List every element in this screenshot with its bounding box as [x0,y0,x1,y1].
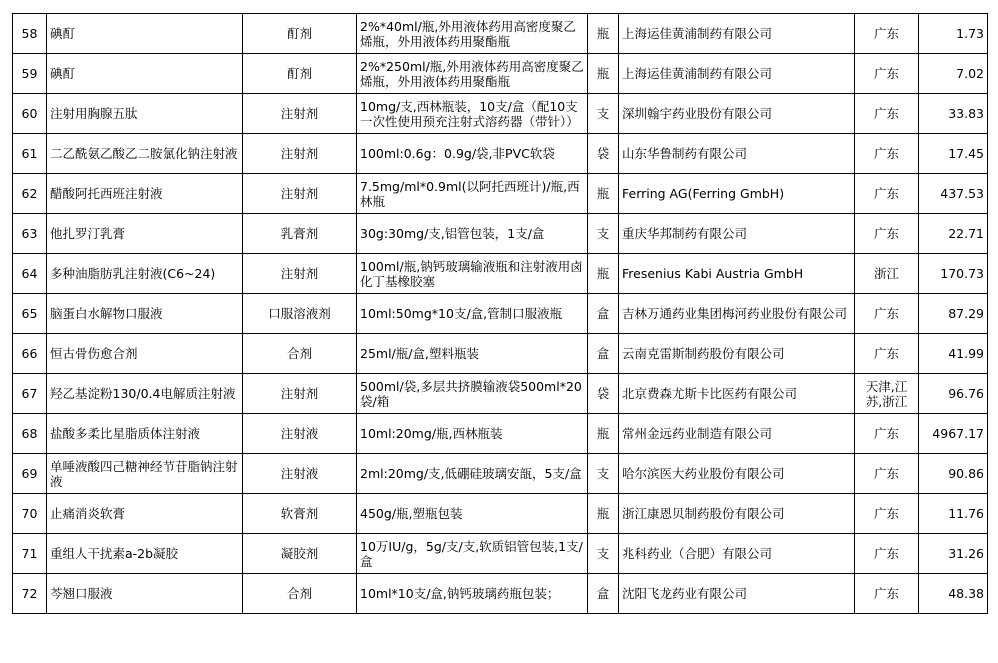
unit: 瓶 [588,254,619,294]
table-row [13,334,988,374]
province: 广东 [855,334,919,374]
price: 17.45 [919,134,988,174]
row-number: 66 [13,334,47,374]
dosage-form: 乳膏剂 [243,214,357,254]
unit: 支 [588,214,619,254]
dosage-form: 口服溶液剂 [243,294,357,334]
row-number: 59 [13,54,47,94]
manufacturer: 北京费森尤斯卡比医药有限公司 [619,374,855,414]
price: 1.73 [919,14,988,54]
drug-name: 重组人干扰素a-2b凝胶 [47,534,243,574]
row-number: 63 [13,214,47,254]
row-number: 62 [13,174,47,214]
specification: 7.5mg/ml*0.9ml(以阿托西班计)/瓶,西林瓶 [357,174,588,214]
row-number: 72 [13,574,47,614]
price: 22.71 [919,214,988,254]
drug-name: 醋酸阿托西班注射液 [47,174,243,214]
specification: 10ml:20mg/瓶,西林瓶装 [357,414,588,454]
price: 7.02 [919,54,988,94]
price: 90.86 [919,454,988,494]
table-row [13,534,988,574]
drug-price-table [12,13,988,614]
drug-name: 注射用胸腺五肽 [47,94,243,134]
price: 170.73 [919,254,988,294]
row-number: 68 [13,414,47,454]
specification: 2ml:20mg/支,低硼硅玻璃安瓿，5支/盒 [357,454,588,494]
province: 广东 [855,534,919,574]
specification: 10ml:50mg*10支/盒,管制口服液瓶 [357,294,588,334]
table-row [13,54,988,94]
dosage-form: 合剂 [243,574,357,614]
drug-name: 恒古骨伤愈合剂 [47,334,243,374]
unit: 袋 [588,134,619,174]
row-number: 69 [13,454,47,494]
table-row [13,134,988,174]
dosage-form: 注射剂 [243,254,357,294]
price: 41.99 [919,334,988,374]
specification: 30g:30mg/支,铝管包装，1支/盒 [357,214,588,254]
province: 广东 [855,214,919,254]
specification: 500ml/袋,多层共挤膜输液袋500ml*20袋/箱 [357,374,588,414]
table-row [13,294,988,334]
specification: 10mg/支,西林瓶装，10支/盒（配10支一次性使用预充注射式溶药器（带针）） [357,94,588,134]
dosage-form: 酊剂 [243,14,357,54]
specification: 100ml:0.6g：0.9g/袋,非PVC软袋 [357,134,588,174]
table-row [13,94,988,134]
specification: 10ml*10支/盒,钠钙玻璃药瓶包装； [357,574,588,614]
table-row [13,454,988,494]
manufacturer: 常州金远药业制造有限公司 [619,414,855,454]
unit: 盒 [588,574,619,614]
table-row [13,574,988,614]
dosage-form: 注射液 [243,454,357,494]
table-row [13,414,988,454]
drug-name: 碘酊 [47,54,243,94]
dosage-form: 酊剂 [243,54,357,94]
manufacturer: Fresenius Kabi Austria GmbH [619,254,855,294]
province: 天津,江苏,浙江 [855,374,919,414]
manufacturer: 兆科药业（合肥）有限公司 [619,534,855,574]
row-number: 65 [13,294,47,334]
dosage-form: 注射剂 [243,94,357,134]
unit: 支 [588,94,619,134]
table-row [13,254,988,294]
table-row [13,174,988,214]
unit: 支 [588,534,619,574]
row-number: 58 [13,14,47,54]
manufacturer: 山东华鲁制药有限公司 [619,134,855,174]
drug-name: 二乙酰氨乙酸乙二胺氯化钠注射液 [47,134,243,174]
drug-name: 羟乙基淀粉130/0.4电解质注射液 [47,374,243,414]
drug-name: 他扎罗汀乳膏 [47,214,243,254]
row-number: 61 [13,134,47,174]
price: 437.53 [919,174,988,214]
province: 广东 [855,134,919,174]
province: 广东 [855,174,919,214]
price: 31.26 [919,534,988,574]
dosage-form: 合剂 [243,334,357,374]
manufacturer: 浙江康恩贝制药股份有限公司 [619,494,855,534]
drug-name: 芩翘口服液 [47,574,243,614]
drug-name: 止痛消炎软膏 [47,494,243,534]
unit: 盒 [588,334,619,374]
manufacturer: 上海运佳黄浦制药有限公司 [619,14,855,54]
specification: 2%*40ml/瓶,外用液体药用高密度聚乙烯瓶，外用液体药用聚酯瓶 [357,14,588,54]
specification: 10万IU/g，5g/支/支,软质铝管包装,1支/盒 [357,534,588,574]
price: 87.29 [919,294,988,334]
drug-name: 多种油脂肪乳注射液(C6~24) [47,254,243,294]
drug-name: 脑蛋白水解物口服液 [47,294,243,334]
unit: 瓶 [588,494,619,534]
manufacturer: 吉林万通药业集团梅河药业股份有限公司 [619,294,855,334]
specification: 100ml/瓶,钠钙玻璃输液瓶和注射液用卤化丁基橡胶塞 [357,254,588,294]
province: 广东 [855,574,919,614]
row-number: 71 [13,534,47,574]
manufacturer: Ferring AG(Ferring GmbH) [619,174,855,214]
province: 广东 [855,54,919,94]
row-number: 64 [13,254,47,294]
unit: 瓶 [588,174,619,214]
dosage-form: 注射剂 [243,174,357,214]
manufacturer: 沈阳飞龙药业有限公司 [619,574,855,614]
unit: 瓶 [588,414,619,454]
drug-name: 盐酸多柔比星脂质体注射液 [47,414,243,454]
province: 广东 [855,494,919,534]
price: 48.38 [919,574,988,614]
manufacturer: 重庆华邦制药有限公司 [619,214,855,254]
province: 广东 [855,294,919,334]
province: 广东 [855,414,919,454]
manufacturer: 云南克雷斯制药股份有限公司 [619,334,855,374]
table-row [13,14,988,54]
table-row [13,214,988,254]
unit: 盒 [588,294,619,334]
dosage-form: 注射剂 [243,134,357,174]
specification: 2%*250ml/瓶,外用液体药用高密度聚乙烯瓶，外用液体药用聚酯瓶 [357,54,588,94]
drug-name: 碘酊 [47,14,243,54]
dosage-form: 软膏剂 [243,494,357,534]
specification: 450g/瓶,塑瓶包装 [357,494,588,534]
dosage-form: 注射剂 [243,374,357,414]
manufacturer: 深圳翰宇药业股份有限公司 [619,94,855,134]
dosage-form: 凝胶剂 [243,534,357,574]
row-number: 70 [13,494,47,534]
price: 96.76 [919,374,988,414]
price: 4967.17 [919,414,988,454]
drug-name: 单唾液酸四己糖神经节苷脂钠注射液 [47,454,243,494]
dosage-form: 注射液 [243,414,357,454]
price: 11.76 [919,494,988,534]
table-row [13,374,988,414]
province: 广东 [855,14,919,54]
row-number: 67 [13,374,47,414]
unit: 支 [588,454,619,494]
table-row [13,494,988,534]
price: 33.83 [919,94,988,134]
unit: 瓶 [588,54,619,94]
province: 广东 [855,454,919,494]
province: 广东 [855,94,919,134]
manufacturer: 上海运佳黄浦制药有限公司 [619,54,855,94]
manufacturer: 哈尔滨医大药业股份有限公司 [619,454,855,494]
province: 浙江 [855,254,919,294]
row-number: 60 [13,94,47,134]
unit: 瓶 [588,14,619,54]
table-body [13,14,988,614]
unit: 袋 [588,374,619,414]
specification: 25ml/瓶/盒,塑料瓶装 [357,334,588,374]
